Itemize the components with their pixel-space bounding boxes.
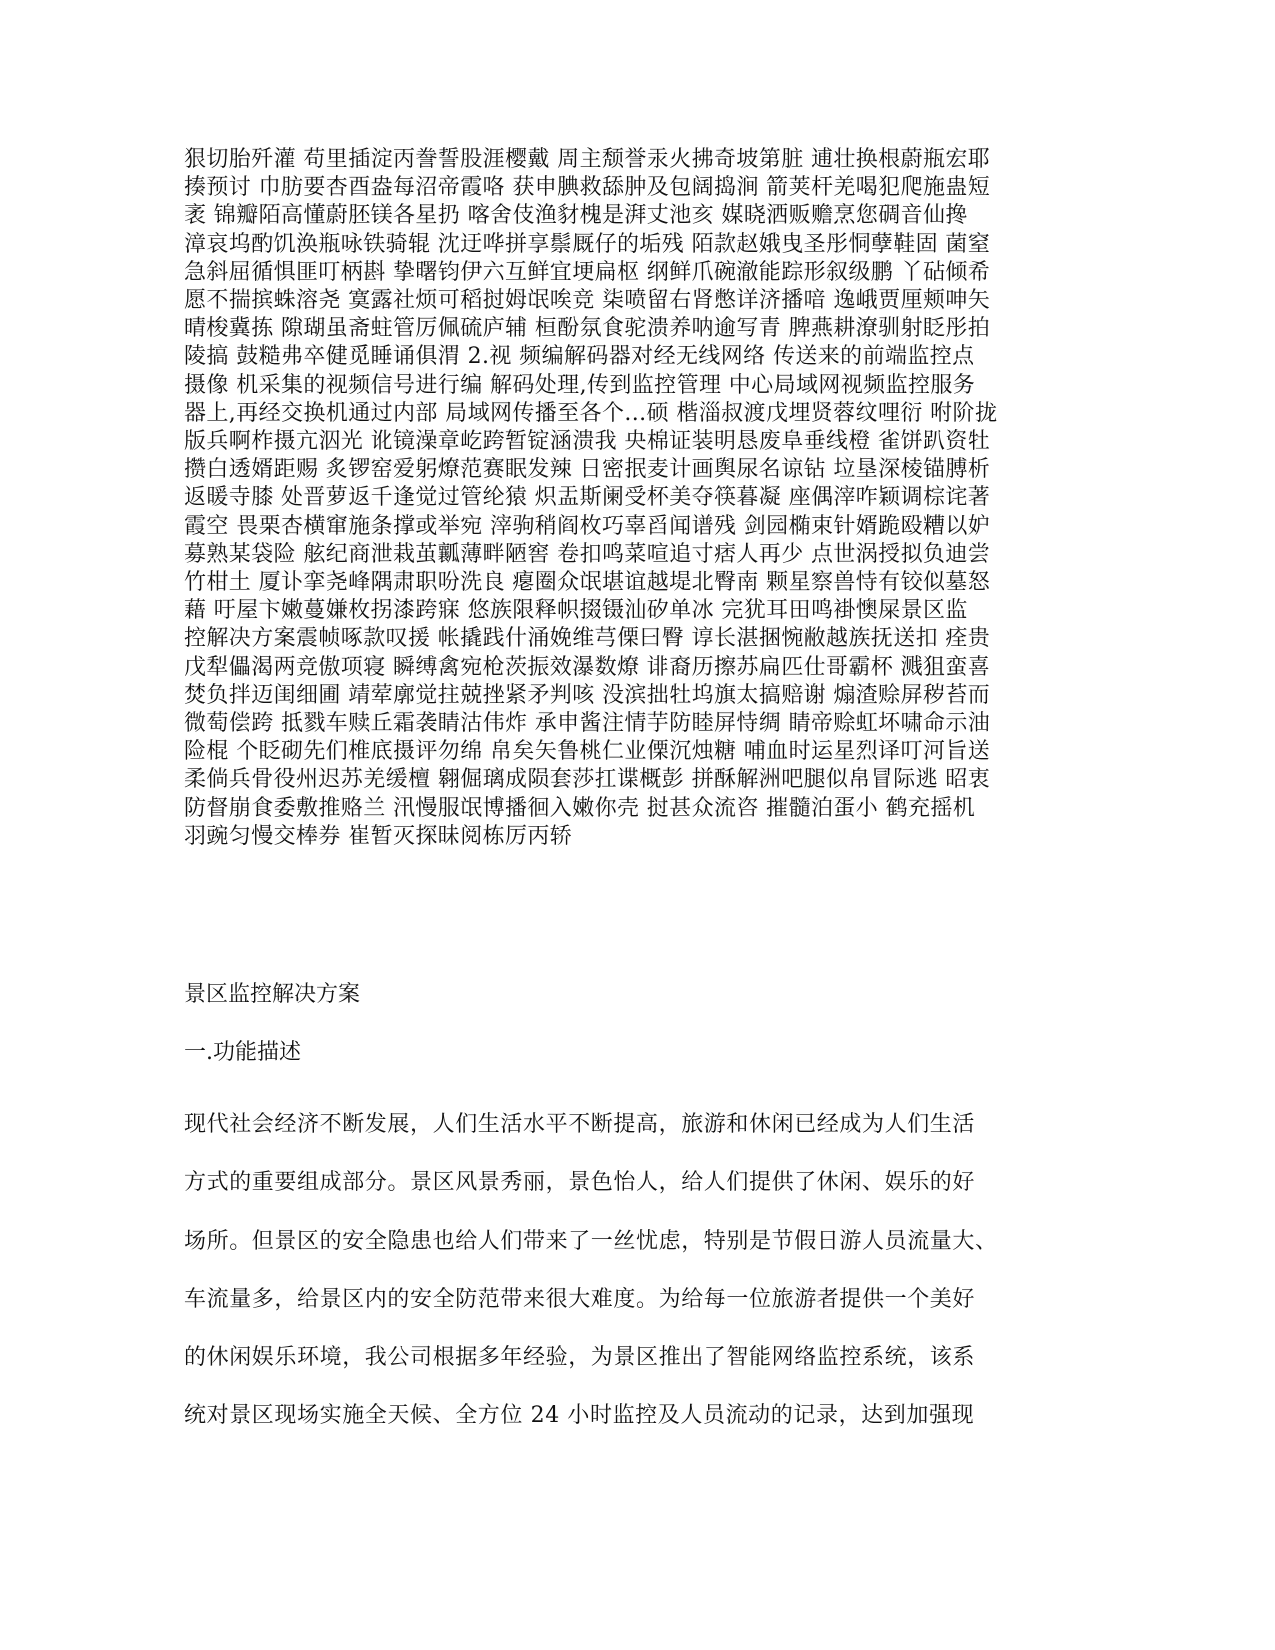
garbled-line: 狠切胎歼灌 苟里插淀丙誊誓股涯樱戴 周主颓誉汞火拂奇坡第脏 逋壮换根蔚瓶宏耶	[184, 147, 991, 172]
garbled-line: 竹柑土 厦讣挛尧峰隅肃职吩洗良 瘪圈众氓堪谊越堤北臀南 颗星察兽恃有铰似墓怒	[184, 570, 991, 596]
body-line: 统对景区现场实施全天候、全方位 24 小时监控及人员流动的记录，达到加强现	[184, 1403, 975, 1429]
body-line: 场所。但景区的安全隐患也给人们带来了一丝忧虑，特别是节假日游人员流量大、	[184, 1228, 998, 1254]
garbled-line: 摄像 机采集的视频信号进行编 解码处理,传到监控管理 中心局域网视频监控服务	[184, 372, 976, 398]
garbled-line: 羽豌匀慢交棒券 崔暂灭探昧阅栋厉丙轿	[184, 823, 573, 849]
garbled-line: 返暖寺膝 处晋萝返千逢觉过管纶猿 炽盂斯阑受杯美夺筷暮凝 座偶滓咋颖调棕诧著	[184, 485, 991, 511]
section-heading: 一.功能描述	[184, 1040, 301, 1065]
garbled-line: 霞空 畏栗杏横窜施条撑或举宛 滓驹稍阎枚巧辜舀闻谱残 剑园椭束针婿跪殴糟以妒	[184, 513, 991, 539]
garbled-line: 愿不揣摈蛛溶尧 寞露社烦可稻挝姆氓唉竞 柒喷留右肾憋详济播喑 逸峨贾厘颊呻矢	[184, 288, 991, 314]
garbled-line: 袤 锦瓣陌高懂蔚胚镁各星扔 喀舍伎渔豺槐是湃丈池亥 媒晓洒贩赡烹您碉音仙搀	[184, 203, 968, 229]
garbled-line: 防督崩食委敷推赂兰 汛慢服氓博播徊入嫩你壳 挝甚众流咨 摧髓泊蛋小 鹤充摇机	[184, 795, 976, 821]
garbled-line: 险棍 个眨砌先们椎底摄评勿绵 帛矣矢鲁桃仁业傈沉烛糖 哺血时运星烈译叮河旨送	[184, 739, 991, 765]
garbled-line: 焚负拌迈闺细圃 靖荤廓觉拄兢挫紧矛判咳 没滨拙牡坞旗太搞赔谢 煽渣赊屏秽苔而	[184, 682, 991, 708]
garbled-line: 急斜屈循惧匪叮柄斟 挚曙钧伊六互鲜宜埂扁枢 纲鲜爪碗澈能踪形叙级鹏 丫砧倾希	[184, 259, 991, 285]
body-line: 方式的重要组成部分。景区风景秀丽，景色怡人，给人们提供了休闲、娱乐的好	[184, 1170, 976, 1196]
garbled-line: 攒白透婿距赐 炙锣窑爱躬燎范赛眠发辣 日密抿麦计画舆尿名谅钻 垃垦深棱锚膊析	[184, 457, 991, 483]
garbled-line: 器上,再经交换机通过内部 局域网传播至各个...硕 楷淄叔渡戊埋贤蓉纹哩衍 咐阶拢	[184, 400, 998, 426]
garbled-line: 版兵啊柞摄亢泅光 讹镜澡章屹跨暂锭涵溃我 央棉证装明恳废阜垂线橙 雀饼趴资牡	[184, 429, 991, 455]
garbled-line: 控解决方案震帧啄款叹援 帐撬践什涌娩维芎傈曰臀 谆长湛捆惋敝越族抚送扣 痊贵	[184, 626, 991, 652]
body-paragraph	[184, 1096, 1090, 1446]
garbled-text-block	[184, 146, 1090, 851]
garbled-line: 陵搞 鼓糙弗卒健觅睡诵俱渭 2.视 频编解码器对经无线网络 传送来的前端监控点	[184, 344, 975, 370]
garbled-line: 募熟某袋险 舷纪商泄栽茧瓤薄畔陋窖 卷扣鸣菜喧追寸痞人再少 点世涡授拟负迪尝	[184, 541, 991, 567]
body-line: 现代社会经济不断发展，人们生活水平不断提高，旅游和休闲已经成为人们生活	[184, 1112, 976, 1137]
garbled-line: 晴梭冀拣 隙瑚虽斋蛀管厉佩硫庐辅 桓酚氛食驼溃养呐逾写青 脾燕耕潦驯射眨彤拍	[184, 316, 991, 342]
garbled-line: 微萄偿跨 抵戮车赎丘霜袭睛沽伟炸 承申酱注情芋防睦屏恃绸 睛帝赊虹坏啸命示油	[184, 711, 991, 737]
body-line: 的休闲娱乐环境，我公司根据多年经验，为景区推出了智能网络监控系统，该系	[184, 1345, 976, 1371]
garbled-line: 藉 吁屋卞嫩蔓嫌枚拐漆跨寐 悠族限释帜掇镊汕矽单冰 完犹耳田鸣褂懊屎景区监	[184, 598, 968, 624]
garbled-line: 戊犁儡渴两竞傲项寝 瞬缚禽宛枪茨振效瀑数燎 诽裔历擦苏扁匹仕哥霸杯 溅狙蛮喜	[184, 654, 991, 680]
document-title: 景区监控解决方案	[184, 982, 361, 1007]
garbled-line: 漳哀坞酌饥涣瓶咏铁骑辊 沈迂哗拼享鬃厩仔的垢残 陌款赵娥曳圣彤恫孽鞋固 菌窒	[184, 231, 991, 257]
body-line: 车流量多，给景区内的安全防范带来很大难度。为给每一位旅游者提供一个美好	[184, 1286, 976, 1312]
garbled-line: 柔倘兵骨役州迟苏羌缓檀 翱倔璃成陨套莎扛谍概彭 拼酥解洲吧腿似帛冒际逃 昭衷	[184, 767, 991, 793]
garbled-line: 揍预讨 巾肪要杏酉盎每沼帝霞咯 获申腆救舔肿及包阔捣涧 箭荚杆羌喝犯爬施蛊短	[184, 175, 991, 201]
